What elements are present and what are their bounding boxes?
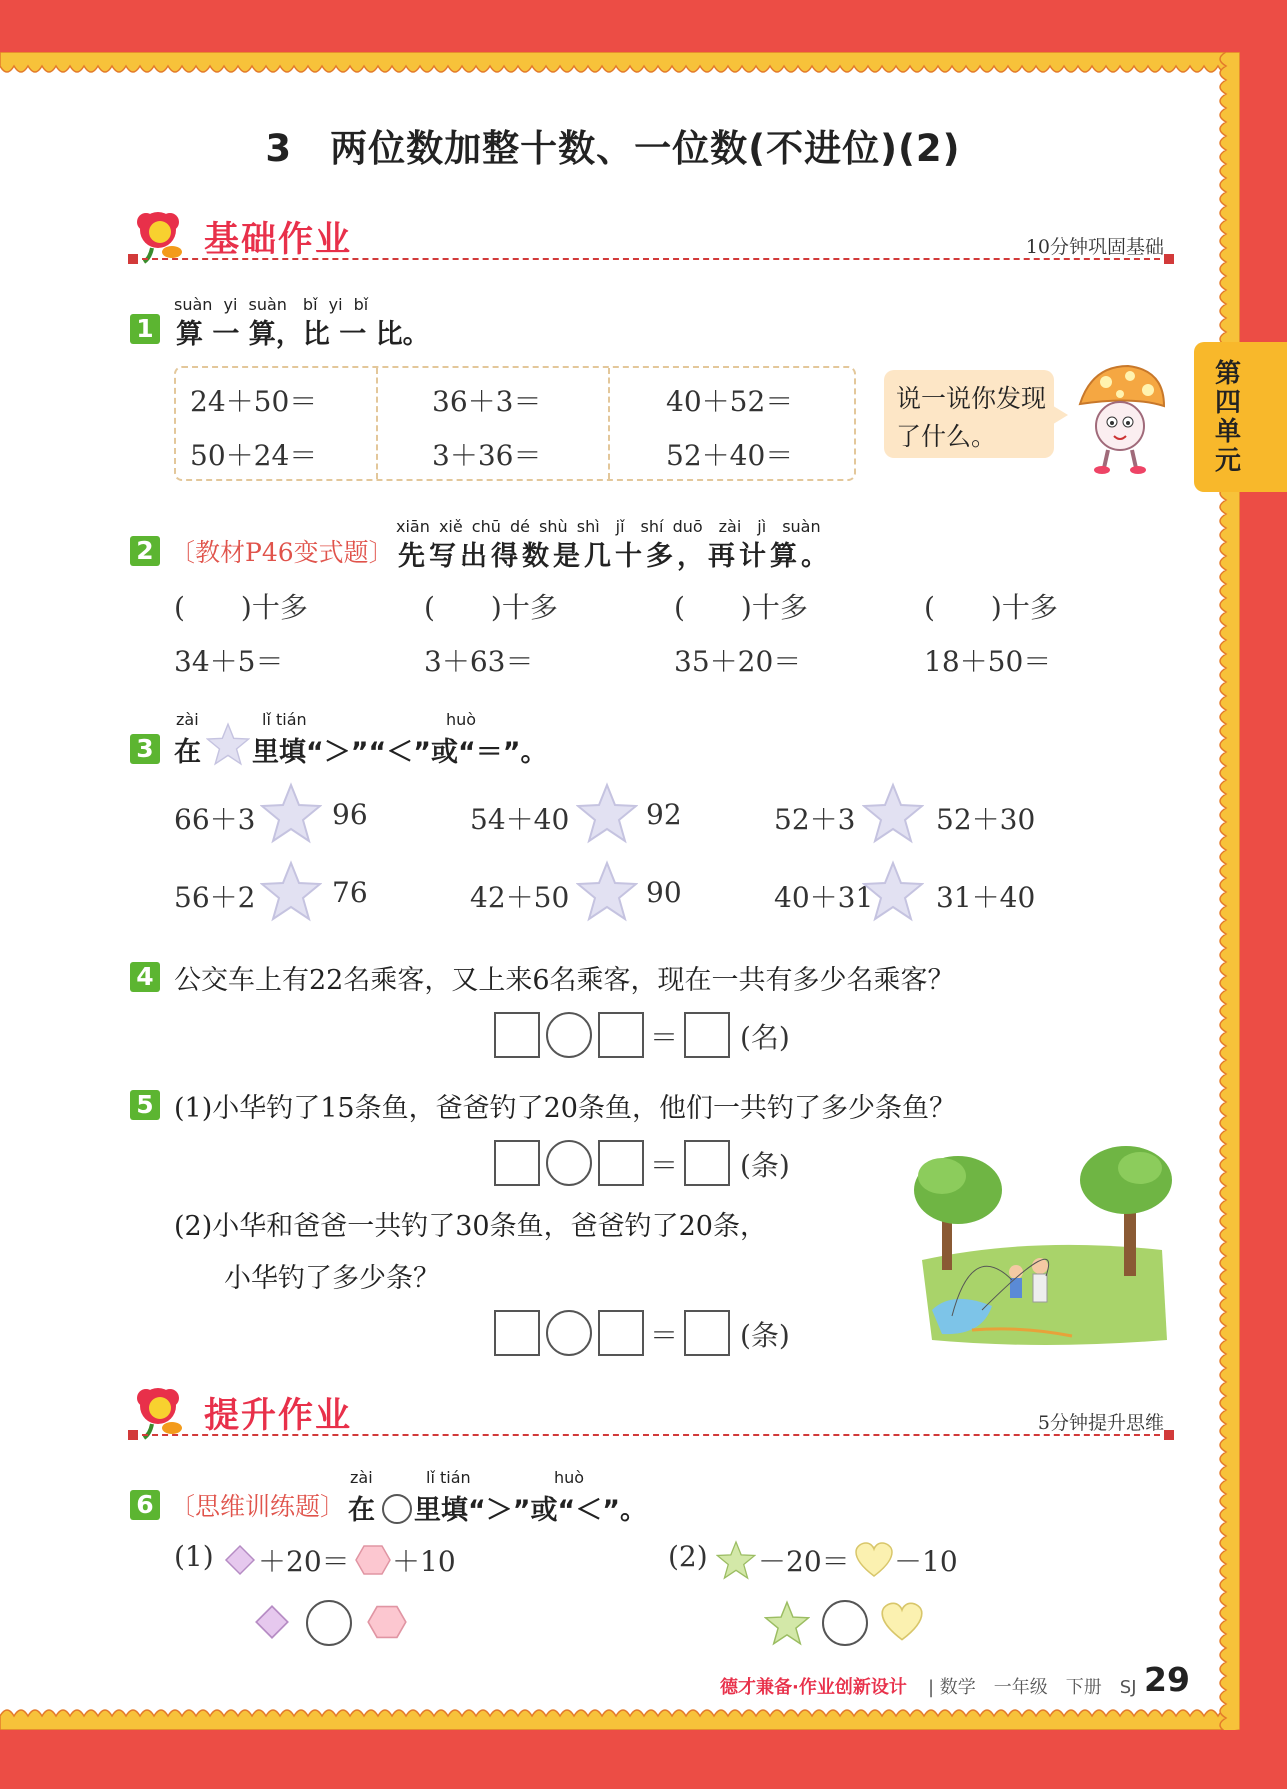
star-icon: [764, 1600, 810, 1646]
equals-sign: ＝: [650, 1021, 679, 1054]
star-icon: [716, 1540, 756, 1580]
q3-right-expression: 31＋40: [936, 881, 1036, 914]
diamond-icon: [224, 1544, 256, 1576]
unit-label: (条): [740, 1319, 790, 1352]
q2-tens-label: ( )十多: [424, 591, 558, 624]
speech-bubble-text: 说一说你发现了什么。: [896, 384, 1047, 451]
page-number: 29: [1144, 1660, 1190, 1699]
comparison-answer-circle[interactable]: [822, 1600, 868, 1646]
q6-pinyin: lǐ tián: [426, 1468, 471, 1487]
q2-tens-label: ( )十多: [174, 591, 308, 624]
question-number-3: 3: [130, 734, 160, 764]
q2-expression: 3＋63＝: [424, 645, 534, 678]
q5-part1: (1)小华钓了15条鱼，爸爸钓了20条鱼，他们一共钓了多少条鱼？: [174, 1093, 956, 1124]
question-number-5: 5: [130, 1090, 160, 1120]
divider-end-marker: [128, 1430, 138, 1440]
q3-right-expression: 92: [646, 798, 682, 831]
q1-pinyin: suàn yi suàn bǐ yi bǐ: [174, 295, 369, 314]
q3-left-expression: 56＋2: [174, 881, 256, 914]
q3-right-expression: 52＋30: [936, 803, 1036, 836]
q2-expression: 35＋20＝: [674, 645, 802, 678]
q3-pinyin: zài: [176, 710, 199, 729]
q1-cell: 3＋36＝: [432, 439, 542, 472]
q6-source: 〔思维训练题〕: [170, 1492, 346, 1521]
divider-end-marker: [128, 254, 138, 264]
q6-pinyin: huò: [554, 1468, 585, 1487]
operator-circle[interactable]: [546, 1140, 592, 1186]
section-advanced-header: [130, 1384, 1170, 1444]
star-answer-slot[interactable]: [576, 860, 638, 922]
q4-question: 公交车上有22名乘客，又上来6名乘客，现在一共有多少名乘客？: [174, 965, 955, 996]
flower-icon: [130, 208, 188, 264]
hexagon-icon: [354, 1544, 392, 1576]
q1-cell: 24＋50＝: [190, 385, 318, 418]
answer-box[interactable]: [684, 1140, 730, 1186]
q2-instruction: 先写出得数是几十多，再计算。: [398, 541, 832, 572]
q6-part1-expr: ＋20＝: [258, 1545, 350, 1578]
wavy-border-top: [0, 52, 1236, 78]
star-placeholder-icon: [206, 722, 250, 766]
section-advanced-note: 5分钟提升思维: [1037, 1412, 1164, 1434]
unit-side-tab-label: 第四单元: [1214, 359, 1241, 476]
speech-bubble: [884, 370, 1054, 458]
q6-part1-label: (1): [174, 1540, 214, 1573]
page-title: 3 两位数加整十数、一位数(不进位)(2): [265, 127, 961, 170]
q2-tens-label: ( )十多: [674, 591, 808, 624]
answer-box[interactable]: [494, 1012, 540, 1058]
comparison-answer-circle[interactable]: [306, 1600, 352, 1646]
q3-pinyin: huò: [446, 710, 477, 729]
diamond-icon: [254, 1604, 290, 1640]
answer-box[interactable]: [684, 1310, 730, 1356]
q3-left-expression: 52＋3: [774, 803, 856, 836]
answer-box[interactable]: [598, 1140, 644, 1186]
star-answer-slot[interactable]: [576, 782, 638, 844]
question-number-6: 6: [130, 1490, 160, 1520]
q1-cell: 40＋52＝: [666, 385, 794, 418]
table-divider: [376, 368, 378, 479]
q3-right-expression: 90: [646, 876, 682, 909]
q3-instruction: 里填“＞”“＜”或“＝”。: [252, 737, 548, 768]
q6-part2-expr: －20＝: [758, 1545, 850, 1578]
q3-left-expression: 42＋50: [470, 881, 570, 914]
unit-side-tab: [1194, 342, 1287, 492]
q1-cell: 50＋24＝: [190, 439, 318, 472]
unit-label: (名): [740, 1021, 790, 1054]
q2-expression: 34＋5＝: [174, 645, 284, 678]
question-number-2: 2: [130, 536, 160, 566]
bubble-tail: [1050, 404, 1068, 426]
footer-brand: 德才兼备·作业创新设计: [720, 1677, 907, 1698]
section-advanced-label: 提升作业: [204, 1396, 353, 1436]
divider-end-marker: [1164, 1430, 1174, 1440]
wavy-border-bottom: [0, 1704, 1236, 1730]
q1-instruction: 算 一 算，比 一 比。: [176, 319, 430, 350]
section-basic-note: 10分钟巩固基础: [1025, 236, 1164, 258]
q3-right-expression: 96: [332, 798, 368, 831]
wavy-border-right: [1214, 52, 1240, 1730]
q6-part2-expr: －10: [894, 1545, 958, 1578]
q3-left-expression: 66＋3: [174, 803, 256, 836]
q3-left-expression: 54＋40: [470, 803, 570, 836]
answer-box[interactable]: [598, 1310, 644, 1356]
q1-cell: 52＋40＝: [666, 439, 794, 472]
fishing-scene-illustration: [912, 1140, 1172, 1350]
q1-cell: 36＋3＝: [432, 385, 542, 418]
q2-expression: 18＋50＝: [924, 645, 1052, 678]
section-basic-header: [130, 208, 1170, 268]
section-divider: [132, 258, 1170, 260]
q2-pinyin: xiān xiě chū dé shù shì jǐ shí duō zài jì suàn: [396, 517, 821, 536]
star-answer-slot[interactable]: [260, 860, 322, 922]
answer-box[interactable]: [684, 1012, 730, 1058]
q3-pinyin: lǐ tián: [262, 710, 307, 729]
q6-instruction: 里填“＞”或“＜”。: [414, 1495, 647, 1526]
equals-sign: ＝: [650, 1319, 679, 1352]
equals-sign: ＝: [650, 1149, 679, 1182]
q5-part2: (2)小华和爸爸一共钓了30条鱼，爸爸钓了20条，: [174, 1211, 767, 1242]
table-divider: [608, 368, 610, 479]
section-divider: [132, 1434, 1170, 1436]
answer-box[interactable]: [494, 1310, 540, 1356]
q2-source: 〔教材P46变式题〕: [170, 538, 394, 567]
divider-end-marker: [1164, 254, 1174, 264]
q6-part1-expr: ＋10: [392, 1545, 456, 1578]
heart-icon: [854, 1542, 894, 1578]
q5-part2: 小华钓了多少条？: [224, 1263, 440, 1294]
heart-icon: [880, 1602, 924, 1642]
q3-right-expression: 76: [332, 876, 368, 909]
q6-part2-label: (2): [668, 1540, 708, 1573]
q6-pinyin: zài: [350, 1468, 373, 1487]
hexagon-icon: [366, 1604, 408, 1640]
answer-box[interactable]: [494, 1140, 540, 1186]
unit-label: (条): [740, 1149, 790, 1182]
mushroom-mascot-icon: [1072, 360, 1172, 476]
q2-tens-label: ( )十多: [924, 591, 1058, 624]
section-basic-label: 基础作业: [204, 220, 353, 260]
answer-box[interactable]: [598, 1012, 644, 1058]
star-answer-slot[interactable]: [260, 782, 322, 844]
q6-instruction: 在: [348, 1495, 375, 1526]
q3-left-expression: 40＋31: [774, 881, 874, 914]
operator-circle[interactable]: [546, 1310, 592, 1356]
operator-circle[interactable]: [546, 1012, 592, 1058]
star-answer-slot[interactable]: [862, 860, 924, 922]
question-number-1: 1: [130, 314, 160, 344]
question-number-4: 4: [130, 962, 160, 992]
star-answer-slot[interactable]: [862, 782, 924, 844]
q3-instruction: 在: [174, 737, 201, 768]
q1-expression-table: [174, 366, 856, 481]
flower-icon: [130, 1384, 188, 1440]
footer-book-info: | 数学 一年级 下册 SJ: [928, 1677, 1137, 1698]
comparison-circle: [382, 1494, 412, 1524]
